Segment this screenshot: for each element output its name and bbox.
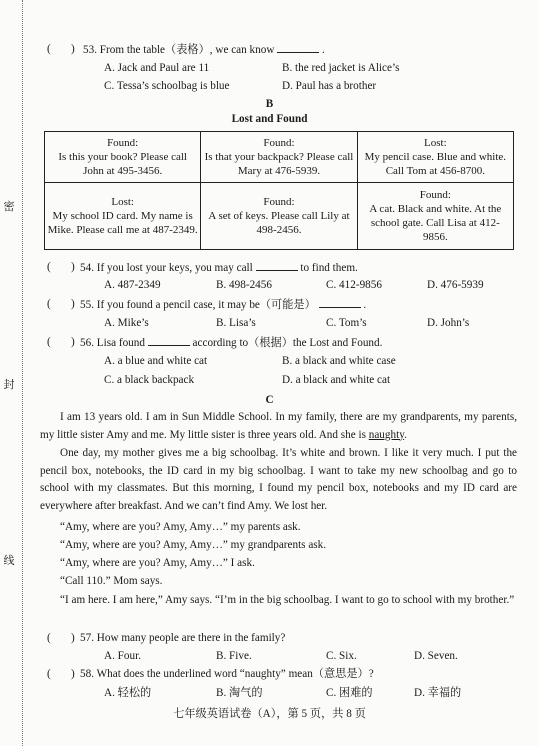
option-d[interactable]: D. 476-5939 (427, 279, 484, 291)
answer-paren-close: ) (71, 668, 75, 680)
option-b[interactable]: B. 498-2456 (216, 279, 272, 291)
answer-paren-open: ( (47, 261, 51, 273)
notice-text: Lost: My pencil case. Blue and white. Call Tom at 456-8700. (364, 137, 507, 178)
notice-text: Found: Is this your book? Please call John at 495-3456. (58, 137, 187, 178)
answer-paren-close: ) (71, 298, 75, 310)
answer-paren-open: ( (47, 298, 51, 310)
notice-cell (201, 183, 357, 250)
answer-blank[interactable] (319, 297, 361, 308)
passage-paragraph: “Amy, where are you? Amy, Amy…” I ask. (60, 557, 255, 569)
answer-paren-open: ( (47, 336, 51, 348)
answer-blank[interactable] (277, 42, 319, 53)
page-footer: 七年级英语试卷（A），第 5 页，共 8 页 (173, 708, 366, 720)
notice-cell (201, 132, 357, 183)
option-c[interactable]: C. Six. (326, 650, 357, 662)
option-d[interactable]: D. a black and white cat (282, 374, 391, 386)
notice-cell (45, 132, 201, 183)
option-b[interactable]: B. 淘气的 (216, 687, 263, 699)
answer-paren-close: ) (71, 336, 75, 348)
answer-paren-open: ( (47, 668, 51, 680)
section-b-title: Lost and Found (231, 113, 308, 125)
option-c[interactable]: C. Tessa’s schoolbag is blue (104, 80, 230, 92)
option-a[interactable]: A. a blue and white cat (104, 355, 208, 367)
question-stem: 57. How many people are there in the family? (80, 632, 286, 644)
section-b-letter: B (265, 98, 274, 110)
question-stem: 54. If you lost your keys, you may call to find them. (80, 262, 358, 274)
lost-and-found-table (44, 131, 514, 250)
option-c[interactable]: C. a black backpack (104, 374, 195, 386)
option-b[interactable]: B. Lisa’s (216, 317, 256, 329)
question-stem: 53. From the table（表格）, we can know . (83, 44, 325, 56)
question-stem: 58. What does the underlined word “naughty” mean（意思是）? (80, 668, 374, 680)
answer-paren-close: ) (71, 632, 75, 644)
notice-cell (357, 132, 513, 183)
answer-paren-close: ) (71, 261, 75, 273)
option-a[interactable]: A. Mike’s (104, 317, 149, 329)
answer-paren-open: ( (47, 43, 51, 55)
passage-paragraph: “Amy, where are you? Amy, Amy…” my grandparents ask. (60, 539, 327, 551)
notice-text: Found: Is that your backpack? Please call Mary at 476-5939. (204, 137, 354, 178)
seal-mark-xian: 线 (3, 555, 15, 567)
option-d[interactable]: D. Seven. (414, 650, 458, 662)
seal-mark-feng: 封 (3, 379, 15, 391)
notice-cell (45, 183, 201, 250)
option-a[interactable]: A. 轻松的 (104, 687, 152, 699)
option-d[interactable]: D. Paul has a brother (282, 80, 377, 92)
table-row (45, 183, 514, 250)
question-stem: 56. Lisa found according to（根据）the Lost and Found. (80, 337, 383, 349)
section-c-letter: C (265, 394, 274, 406)
option-b[interactable]: B. a black and white case (282, 355, 396, 367)
option-a[interactable]: A. 487-2349 (104, 279, 161, 291)
passage-paragraph: “Call 110.” Mom says. (60, 575, 163, 587)
passage-paragraph: One day, my mother gives me a big schoolbag. It’s white and brown. I like it very much. I put the pencil box, notebooks, the ID card in my big schoolbag. I want to take my new schoolbag and go to school with my classmates. But this morning, I found my pencil box, notebooks and my ID card are everywhere after breakfast. And we can’t find Amy. We lost her. (40, 447, 517, 512)
question-stem: 55. If you found a pencil case, it may be（可能是） . (80, 299, 367, 311)
option-d[interactable]: D. 幸福的 (414, 687, 462, 699)
underlined-word: naughty (368, 428, 405, 441)
option-b[interactable]: B. the red jacket is Alice’s (282, 62, 400, 74)
notice-text: Lost: My school ID card. My name is Mike. Please call me at 487-2349. (47, 196, 198, 237)
option-c[interactable]: C. Tom’s (326, 317, 367, 329)
answer-paren-close: ) (71, 43, 75, 55)
option-a[interactable]: A. Four. (104, 650, 141, 662)
notice-cell (357, 183, 513, 250)
passage-paragraph: I am 13 years old. I am in Sun Middle School. In my family, there are my grandparents, my parents, my little sister Amy and me. My little sister is three years old. And she is naughty. (40, 411, 517, 441)
option-a[interactable]: A. Jack and Paul are 11 (104, 62, 210, 74)
seal-mark-mi: 密 (3, 201, 15, 213)
option-c[interactable]: C. 困难的 (326, 687, 373, 699)
passage-paragraph: “Amy, where are you? Amy, Amy…” my parents ask. (60, 521, 301, 533)
notice-text: Found: A cat. Black and white. At the school gate. Call Lisa at 412-9856. (369, 189, 502, 244)
notice-text: Found: A set of keys. Please call Lily at 498-2456. (208, 196, 350, 237)
answer-paren-open: ( (47, 632, 51, 644)
table-row (45, 132, 514, 183)
option-b[interactable]: B. Five. (216, 650, 252, 662)
answer-blank[interactable] (256, 260, 298, 271)
option-d[interactable]: D. John’s (427, 317, 470, 329)
option-c[interactable]: C. 412-9856 (326, 279, 382, 291)
answer-blank[interactable] (148, 335, 190, 346)
passage-paragraph: “I am here. I am here,” Amy says. “I’m in the big schoolbag. I want to go to school with my brother.” (60, 594, 515, 606)
